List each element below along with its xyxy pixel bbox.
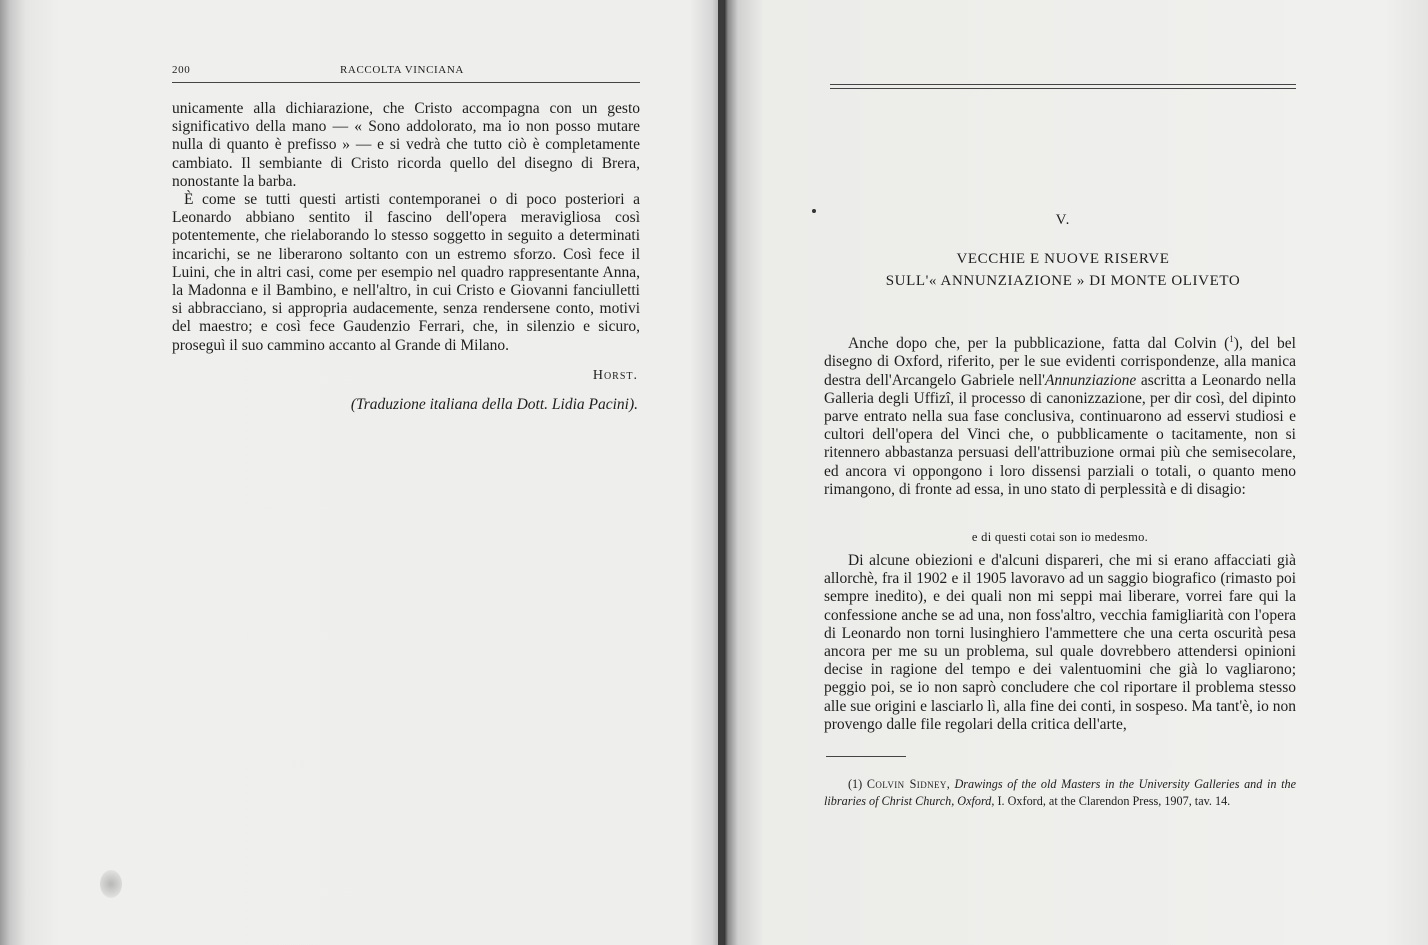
footnote-author: Colvin Sidney (866, 777, 947, 792)
right-body-text-2 (824, 552, 1296, 734)
footnote-title: Drawings of the old Masters in the University Galleries and in the libraries of Christ Church, Oxford (824, 777, 1297, 808)
top-double-rule-second (830, 88, 1296, 89)
footnote (824, 764, 1296, 821)
left-body-text (172, 100, 640, 355)
chapter-number: V. (1055, 212, 1071, 228)
ink-dot (812, 209, 816, 213)
left-paragraph-1: unicamente alla dichiarazione, che Cristo accompagna con un gesto significativo della mano — « Sono addolorato, ma io non posso mutare nulla di quanto è prefisso » — e si vedrà che tutto ciò è completamente cambiato. Il sembiante di Cristo ricorda quello del disegno di Brera, nonostante la barba. (172, 100, 640, 190)
right-body-text-1 (824, 330, 1296, 499)
italic-title: Annunziazione (1044, 371, 1137, 389)
left-paragraph-2: È come se tutti questi artisti contemporanei o di poco posteriori a Leonardo abbiano sentito il fascino dell'opera meravigliosa così potentemente, che rielaborando lo stesso soggetto in seguito a determinati incarichi, se ne liberarono soltanto con un estremo sforzo. Così fece il Luini, che in altri casi, come per esempio nel quadro rappresentante Anna, la Madonna e il Bambino, e nell'altro, in cui Cristo e Giovanni fanciulletti si abbracciano, si appropria audacemente, senza rendersene conto, motivi del maestro; e così fece Gaudenzio Ferrari, che, in silenzio e sicuro, proseguì il suo cammino accanto al Grande di Milano. (172, 191, 640, 354)
chapter-title-line-2: SULL'« ANNUNZIAZIONE » DI MONTE OLIVETO (885, 273, 1241, 289)
header-rule (172, 82, 640, 83)
running-title: RACCOLTA VINCIANA (340, 64, 464, 76)
footnote-rule (826, 756, 906, 757)
dante-quote: e di questi cotai son io medesmo. (971, 530, 1149, 544)
page-smudge (100, 870, 122, 898)
paragraph-text: ascritta a Leonardo nella Galleria degli Uffizî, il processo di canonizzazione, per dir così, del dipinto parve entrato nella sua fase conclusiva, continuarono ad esservi studiosi e cultori dell'opera del Vinci che, o pubblicamente o tacitamente, non si ritennero abbastanza persuasi dell'attribuzione ormai più che semisecolare, ed ancora vi oppongono i loro dissensi parziali o totali, o quanto meno rimangono, di fronte ad essa, in uno stato di perplessità e di disagio: (824, 371, 1296, 498)
paragraph-text: ), del bel disegno di Oxford, riferito, per le sue evidenti corrispondenze, alla manica destra dell'Arcangelo Gabriele nell' (824, 335, 1296, 389)
footnote-rest: , I. Oxford, at the Clarendon Press, 1907, tav. 14. (991, 793, 1231, 808)
right-paragraph-1 (824, 330, 1296, 499)
translation-note: (Traduzione italiana della Dott. Lidia Pacini). (350, 396, 638, 413)
chapter-title-line-1: VECCHIE E NUOVE RISERVE (956, 251, 1170, 267)
page-number: 200 (172, 64, 191, 76)
chapter-title (830, 248, 1296, 292)
right-paragraph-2: Di alcune obiezioni e d'alcuni dispareri, che mi si erano affacciati già allorchè, fra il 1902 e il 1905 lavoravo ad un saggio biografico (rimasto poi sempre inedito), e dei quali non mi seppi mai liberare, vorrei fare qui la confessione anche se ad una, non foss'altro, vecchia famigliarità con l'opera di Leonardo non torni lusinghiero l'ammettere che una certa oscurità pesa ancora per me su un problema, sul quale dovrebbero attendersi opinioni decise in ragione del tempo e dei valentuomini che già lo vagliarono; peggio poi, se io non saprò concludere che col riportare il problema stesso alle sue origini e lasciarlo lì, alla fine dei conti, in sospeso. Ma tant'è, io non provengo dalle file regolari della critica dell'arte, (824, 552, 1296, 733)
top-double-rule (830, 84, 1296, 85)
author-signature: Horst. (592, 368, 638, 383)
footnote-mark: (1) (848, 777, 863, 792)
footnote-text: (1) Colvin Sidney, Drawings of the old Masters in the University Galleries and in the libraries of Christ Church, Oxford, I. Oxford, at the Clarendon Press, 1907, tav. 14. (824, 777, 1297, 808)
paragraph-text: Anche dopo che, per la pubblicazione, fatta dal Colvin ( (848, 335, 1230, 353)
footnote-reference: 1 (1229, 334, 1234, 344)
